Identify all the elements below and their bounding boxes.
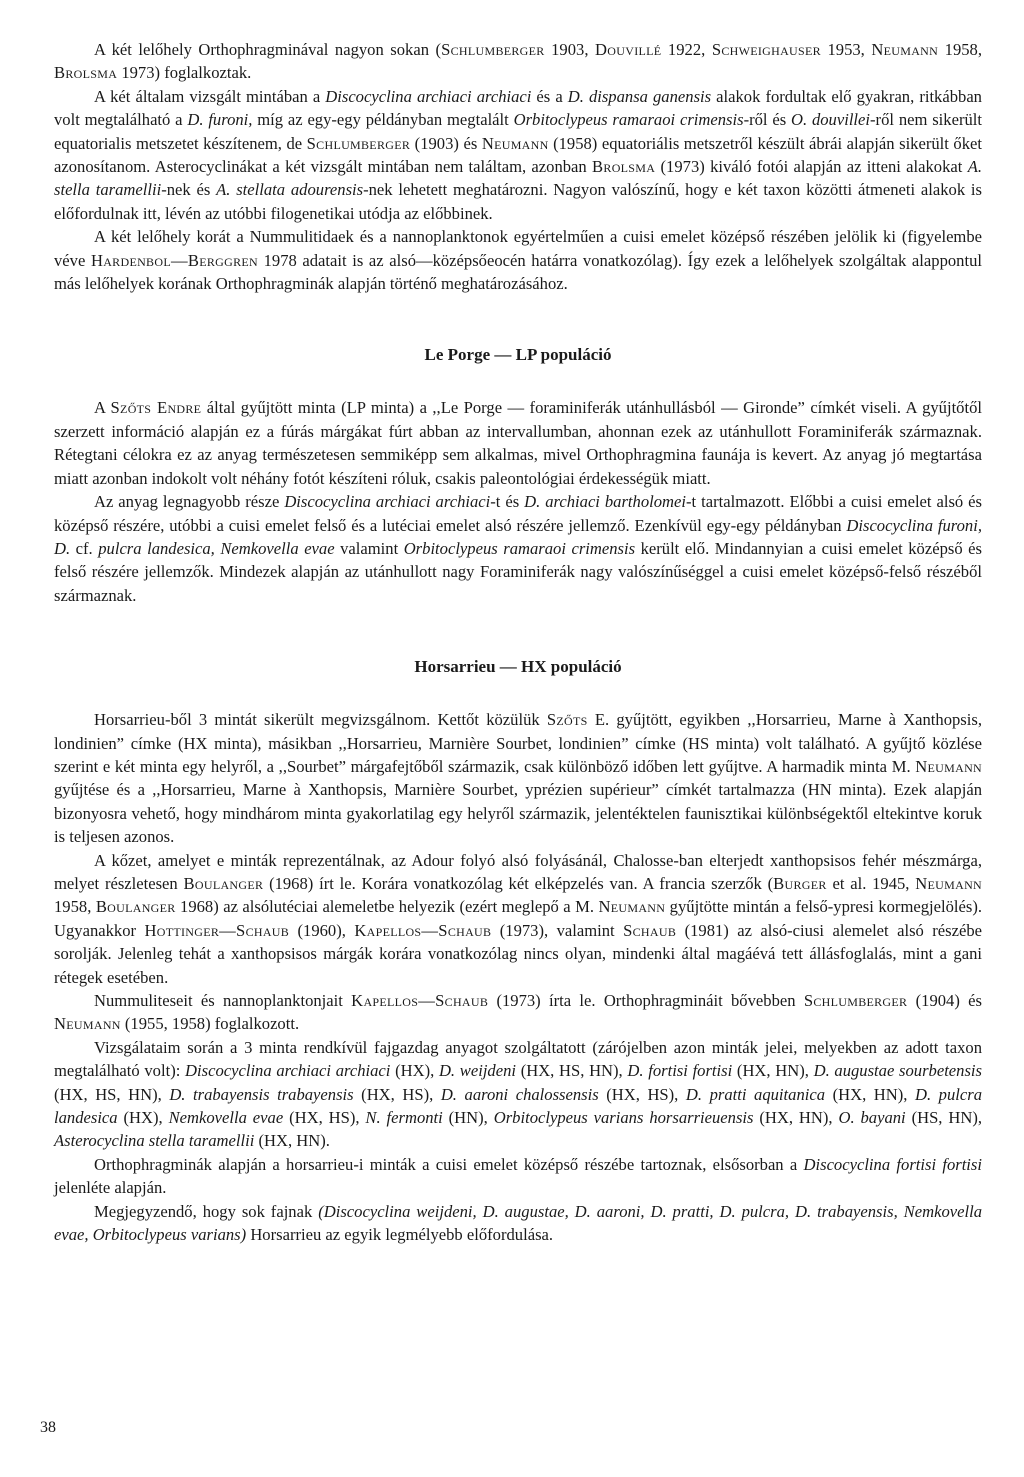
author-name: Boulanger [183, 873, 264, 893]
paragraph [54, 989, 982, 1036]
author-name: Neumann [481, 133, 549, 153]
taxon-name: A. stella taramellii [54, 157, 982, 200]
author-name: Hottinger—Schaub [144, 920, 290, 940]
taxon-name: N. fermonti [365, 1108, 443, 1128]
taxon-name: Asterocyclina stella taramellii [54, 1131, 255, 1151]
author-name: Boulanger [95, 897, 176, 917]
text-run: A kőzet, amelyet e minták reprezentálnak, az Adour folyó alsó folyásánál, Chalosse-ban elterjedt xanthopsisos fehér mészmárga, melyet részletesen [54, 850, 982, 893]
text-run: 1973) foglalkoztak. [117, 63, 252, 83]
page-number: 38 [40, 1419, 56, 1436]
taxon-name: Nemkovella evae [168, 1108, 284, 1128]
text-run: A két lelőhely korát a Nummulitidaek és a nannoplanktonok egyértelműen a cuisi emelet középső részében jelölik ki (figyelembe véve [54, 227, 982, 270]
text-run: (1958) equatoriális metszetről készült ábrái alapján sikerült őket azonosítanom. Asterocyclinákat a két vizsgált mintában nem találtam, azonban [54, 133, 982, 177]
taxon-name: Discocyclina archiaci archiaci [325, 86, 532, 106]
text-run: (1955, 1958) foglalkozott. [120, 1014, 300, 1034]
text-run: -ről és [743, 110, 791, 130]
taxon-name: D. pratti aquitanica [685, 1084, 826, 1104]
text-run: (1904) és [907, 991, 983, 1010]
taxon-name: pulcra landesica, Nemkovella evae [98, 538, 335, 558]
text-run: et al. 1945, [826, 873, 916, 893]
text-run: (1968) írt le. Korára vonatkozólag két elképzelés van. A francia szerzők ( [263, 873, 774, 893]
author-name: Schlumberger [803, 991, 908, 1010]
paragraph [54, 1200, 982, 1247]
text-run: (HS, HN), [905, 1108, 982, 1128]
paragraph [54, 1036, 982, 1153]
paragraph [54, 490, 982, 607]
text-run: gyűjtötte mintán a felső-ypresi kormegjelölés). Ugyanakkor [54, 897, 983, 940]
taxon-name: D. pulcra landesica [54, 1084, 982, 1128]
text-run: jelenléte alapján. [54, 1178, 167, 1198]
paragraph [54, 225, 982, 295]
text-run: Nummuliteseit és nannoplanktonjait [94, 991, 352, 1010]
text-run: (1981) az alsó-ciusi alemelet alsó részébe sorolják. Jelenleg tehát a xanthopsisos márgák korára vonatkozólag nincs olyan, mindenki által magáévá tett állásfoglalás, mint a gani rétegek esetében. [54, 920, 982, 987]
author-name: Schweighauser [711, 40, 821, 59]
text-run: Horsarrieu az egyik legmélyebb előfordulása. [246, 1225, 554, 1245]
text-run: (HX), [117, 1108, 169, 1128]
taxon-name: D. trabayensis trabayensis [169, 1084, 354, 1104]
taxon-name: O. bayani [838, 1108, 906, 1128]
text-run: (HX, HS), [283, 1108, 366, 1128]
text-run: gyűjtése és a ,,Horsarrieu, Marne à Xanthopsis, Marnière Sourbet, yprézien supérieur” címkét tartalmazza (HN minta). Ezek alapján bizonyosra vehető, hogy mindhárom minta gyakorlatilag egy helyről származik, jelentéktelen faunisztikai különbségektől eltekintve koruk is teljesen azonos. [54, 780, 982, 847]
taxon-name: D. aaroni chalossensis [440, 1084, 599, 1104]
text-run: (1960), [289, 920, 355, 940]
taxon-name: D. dispansa ganensis [567, 86, 712, 106]
taxon-name: Discocyclina archiaci archiaci [284, 492, 491, 512]
text-run: A [94, 398, 111, 418]
text-run: (1903) és [410, 133, 482, 153]
text-run: került elő. Mindannyian a cuisi emelet középső és felső részére jellemzők. Mindezek alapján az utánhullott nagy Foraminiferák nagy valószínűséggel a cuisi emelet középső-felső részéből származnak. [54, 538, 982, 605]
taxon-name: Orbitoclypeus varians horsarrieuensis [493, 1108, 754, 1128]
intro-text [54, 38, 982, 295]
taxon-name: Orbitoclypeus ramaraoi crimensis [513, 110, 744, 130]
author-name: Schlumberger [306, 133, 411, 153]
text-run: -nek és [161, 180, 217, 200]
text-run: A két általam vizsgált mintában a [94, 86, 326, 106]
text-run: (1973) kiváló fotói alapján az itteni alakokat [655, 157, 968, 177]
text-run: és a [531, 86, 568, 106]
text-run: 1978 adatait is az alsó—középsőeocén határra vonatkozólag). Így ezek a lelőhelyek szolgáltak alappontul más lelőhelyek korának Orthophragminák alapján történő meghatározásához. [54, 250, 982, 294]
text-run: Horsarrieu-ből 3 mintát sikerült megvizsgálnom. Kettőt közülük [94, 710, 547, 730]
text-run: -nek lehetett meghatározni. Nagyon valószínű, hogy e két taxon közötti átmeneti alakok is előfordulnak itt, lévén az utóbbi filogenetikai utódja az előbbinek. [54, 180, 982, 223]
taxon-name: D. weijdeni [438, 1061, 516, 1081]
taxon-name: (Discocyclina weijdeni, D. augustae, D. aaroni, D. pratti, D. pulcra, D. trabayensis, Nemkovella evae, Orbitoclypeus varians) [54, 1201, 982, 1245]
text-run: (HX, HS), [598, 1084, 686, 1104]
author-name: Schaub [623, 920, 677, 940]
text-run: 1958, [938, 40, 982, 59]
author-name: Schlumberger [441, 40, 545, 59]
taxon-name: D. augustae sourbetensis [813, 1061, 982, 1081]
paragraph [54, 396, 982, 490]
author-name: Szőts Endre [110, 398, 202, 418]
text-run: -ről nem sikerült equatorialis metszetet készítenem, de [54, 110, 982, 153]
text-run: (HX, HN), [753, 1108, 839, 1128]
page-content [54, 38, 982, 1246]
author-name: Burger [773, 873, 827, 893]
author-name: Douvillé [595, 40, 662, 59]
text-run: cf. [70, 538, 99, 558]
author-name: Neumann [915, 873, 982, 893]
text-run: -t tartalmazott. Előbbi a cuisi emelet alsó és középső részére, utóbbi a cuisi emelet felső és a lutéciai emelet alsó részére jellemző. Ezenkívül egy-egy példányban [54, 492, 983, 535]
taxon-name: D. furoni, [187, 110, 253, 130]
text-run: 1953, [820, 40, 872, 59]
text-run: 1903, [544, 40, 596, 59]
author-name: Neumann [54, 1014, 121, 1034]
text-run: által gyűjtött minta (LP minta) a ,,Le Porge — foraminiferák utánhullásból — Gironde” címkét viseli. A gyűjtőtől szerzett információ alapján ez a fúrás márgákat fúrt abban az intervallumban, ahonnan ezek az utánhullott Foraminiferák származnak. Rétegtani célokra ez az anyag természetesen semmiképp sem alkalmas, mivel Orthophragmina faunája is kevert. Az anyag jó megtartása miatt azonban indokolt volt néhány fotót készíteni róluk, csakis paleontológiai érdekességük miatt. [54, 398, 982, 488]
taxon-name: Discocyclina archiaci archiaci [185, 1061, 391, 1081]
taxon-name: D. archiaci bartholomei [524, 492, 687, 512]
author-name: Hardenbol—Berggren [90, 250, 258, 270]
author-name: Brolsma [54, 63, 118, 83]
paragraph [54, 708, 982, 848]
taxon-name: Discocyclina furoni, D. [54, 515, 982, 558]
text-run: (1973), valamint [491, 920, 624, 940]
text-run: (HX, HS), [353, 1084, 441, 1104]
taxon-name: O. douvillei [791, 110, 871, 130]
text-run: (HX, HN), [732, 1061, 814, 1081]
author-name: Kapellos—Schaub [354, 920, 492, 940]
paragraph [54, 1153, 982, 1200]
text-run: E. gyűjtött, egyikben ,,Horsarrieu, Marne à Xanthopsis, londinien” címke (HX minta), másikban ,,Horsarrieu, Marnière Sourbet, londinien” címke (HS minta) volt található. A gyűjtő közlése szerint e két minta egy helyről, a ,,Sourbet” márgafejtőből származik, csak különböző időben lett gyűjtve. A harmadik minta M. [54, 710, 982, 776]
text-run: Megjegyzendő, hogy sok fajnak [94, 1201, 319, 1221]
author-name: Brolsma [592, 157, 656, 177]
section-heading: Horsarrieu — HX populáció [414, 657, 622, 677]
text-run: 1968) az alsólutéciai alemeletbe helyezik (ezért meglepő a M. [175, 897, 599, 917]
taxon-name: Discocyclina fortisi fortisi [803, 1154, 982, 1174]
author-name: Neumann [871, 40, 939, 59]
section-le-porge [54, 343, 982, 607]
taxon-name: A. stellata adourensis [216, 180, 364, 200]
text-run: Az anyag legnagyobb része [94, 492, 285, 512]
text-run: (HX, HN). [254, 1131, 330, 1151]
author-name: Neumann [915, 756, 982, 776]
taxon-name: Orbitoclypeus ramaraoi crimensis [403, 538, 636, 558]
text-run: 1958, [54, 897, 96, 917]
text-run: (HX, HN), [825, 1084, 915, 1104]
paragraph [54, 849, 982, 989]
text-run: Orthophragminák alapján a horsarrieu-i minták a cuisi emelet középső részébe tartoznak, elsősorban a [94, 1154, 804, 1174]
taxon-name: D. fortisi fortisi [627, 1061, 733, 1081]
section-heading: Le Porge — LP populáció [424, 345, 612, 365]
text-run: (HX), [390, 1061, 439, 1081]
text-run: 1922, [661, 40, 712, 59]
text-run: -t és [490, 492, 525, 512]
text-run: (1973) írta le. Orthophragmináit bővebben [488, 991, 804, 1010]
author-name: Neumann [598, 897, 666, 917]
section-horsarrieu [54, 655, 982, 1246]
text-run: alakok fordultak elő gyakran, ritkábban volt megtalálható a [54, 86, 982, 130]
paragraph [54, 38, 982, 85]
author-name: Szőts [546, 710, 588, 730]
paragraph [54, 85, 982, 225]
text-run: míg az egy-egy példányban megtalált [252, 110, 514, 130]
text-run: A két lelőhely Orthophragminával nagyon sokan ( [94, 40, 442, 59]
text-run: valamint [334, 538, 404, 558]
text-run: (HN), [442, 1108, 494, 1128]
text-run: Vizsgálataim során a 3 minta rendkívül fajgazdag anyagot szolgáltatott (zárójelben azon minták jelei, melyekben az adott taxon megtalálható volt): [54, 1037, 982, 1081]
author-name: Kapellos—Schaub [351, 991, 489, 1010]
text-run: (HX, HS, HN), [54, 1084, 170, 1104]
text-run: (HX, HS, HN), [516, 1061, 628, 1081]
